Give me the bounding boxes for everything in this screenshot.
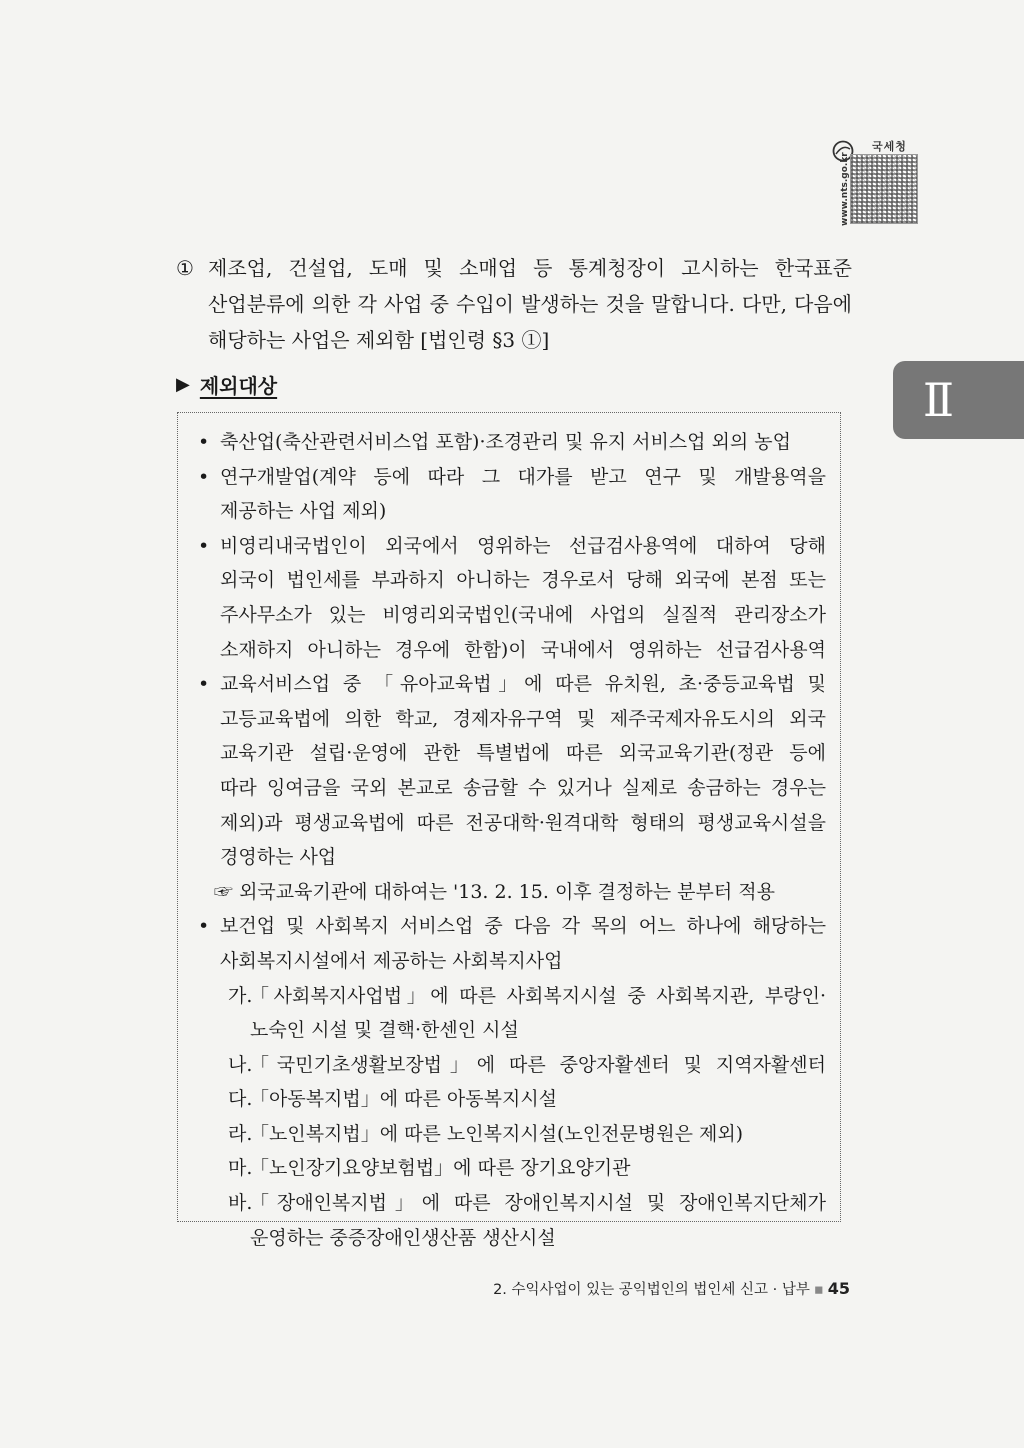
bullet-icon: • (198, 915, 210, 938)
box-line: 외국이 법인세를 부과하지 아니하는 경우로서 당해 외국에 본점 또는 (220, 569, 826, 592)
page-footer (480, 1278, 850, 1299)
box-line: 소재하지 아니하는 경우에 한함)이 국내에서 영위하는 선급검사용역 (220, 638, 826, 661)
agency-name: 국세청 (872, 140, 907, 153)
box-sub-line: 나. 「국민기초생활보장법」에 따른 중앙자활센터 및 지역자활센터 (228, 1053, 826, 1076)
box-line: 고등교육법에 의한 학교, 경제자유구역 및 제주국제자유도시의 외국 (220, 707, 826, 730)
box-line: 따라 잉여금을 국외 본교로 송금할 수 있거나 실제로 송금하는 경우는 (220, 776, 826, 799)
intro-line: 산업분류에 의한 각 사업 중 수입이 발생하는 것을 말합니다. 다만, 다음에 (208, 292, 852, 316)
box-sub-line: 운영하는 중증장애인생산품 생산시설 (250, 1226, 556, 1249)
box-line: • 교육서비스업 중 「유아교육법」에 따른 유치원, 초·중등교육법 및 (198, 667, 826, 702)
box-line: 사회복지시설에서 제공하는 사회복지사업 (220, 949, 563, 972)
bullet-icon: • (198, 534, 210, 557)
agency-url: www.nts.go.kr (840, 152, 850, 226)
box-line: 주사무소가 있는 비영리외국법인(국내에 사업의 실질적 관리장소가 (220, 603, 826, 626)
section-heading (176, 370, 277, 399)
exclusions-box (177, 412, 841, 1249)
intro-line: 제조업, 건설업, 도매 및 소매업 등 통계청장이 고시하는 한국표준 (208, 256, 852, 280)
box-line: 제외)과 평생교육법에 따른 전공대학·원격대학 형태의 평생교육시설을 (220, 811, 826, 834)
box-line: 교육기관 설립·운영에 관한 특별법에 따른 외국교육기관(정관 등에 (220, 742, 826, 765)
box-line: • 보건업 및 사회복지 서비스업 중 다음 각 목의 어느 하나에 해당하는 (198, 909, 826, 944)
box-line: • 연구개발업(계약 등에 따라 그 대가를 받고 연구 및 개발용역을 (198, 460, 826, 495)
bullet-icon: • (198, 465, 210, 488)
page-number: 45 (827, 1279, 850, 1298)
box-sub-line: 다. 「아동복지법」에 따른 아동복지시설 (228, 1088, 558, 1111)
bullet-icon: • (198, 431, 210, 453)
intro-line: 해당하는 사업은 제외함 [법인령 §3 ①] (208, 328, 550, 352)
box-sub-line: 노숙인 시설 및 결핵·한센인 시설 (250, 1019, 519, 1042)
box-sub-line: 바. 「장애인복지법」에 따른 장애인복지시설 및 장애인복지단체가 (228, 1192, 826, 1215)
box-sub-line: 라. 「노인복지법」에 따른 노인복지시설(노인전문병원은 제외) (228, 1122, 744, 1145)
qr-code (850, 154, 918, 224)
intro-paragraph (176, 250, 852, 358)
footer-separator: ▪ (813, 1282, 824, 1298)
triangle-marker-icon: ▶ (176, 374, 190, 395)
chapter-tab: Ⅱ (893, 361, 1024, 439)
box-line: • 비영리내국법인이 외국에서 영위하는 선급검사용역에 대하여 당해 (198, 529, 826, 564)
bullet-icon: • (198, 673, 210, 696)
hand-pointer-icon: ☞ (214, 880, 234, 903)
box-sub-line: 가. 「사회복지사업법」에 따른 사회복지시설 중 사회복지관, 부랑인· (228, 984, 826, 1007)
nts-header-badge (832, 134, 922, 226)
box-note-line: ☞ 외국교육기관에 대하여는 '13. 2. 15. 이후 결정하는 분부터 적용 (214, 880, 775, 903)
box-sub-line: 마. 「노인장기요양보험법」에 따른 장기요양기관 (228, 1157, 631, 1180)
box-line: • 축산업(축산관련서비스업 포함)·조경관리 및 유지 서비스업 외의 농업 (198, 425, 826, 460)
footer-chapter-text: 2. 수익사업이 있는 공익법인의 법인세 신고 · 납부 (493, 1282, 810, 1298)
section-title: 제외대상 (199, 374, 278, 398)
box-line: 경영하는 사업 (220, 846, 337, 869)
intro-number: ① (176, 256, 194, 280)
box-line: 제공하는 사업 제외) (220, 500, 387, 523)
